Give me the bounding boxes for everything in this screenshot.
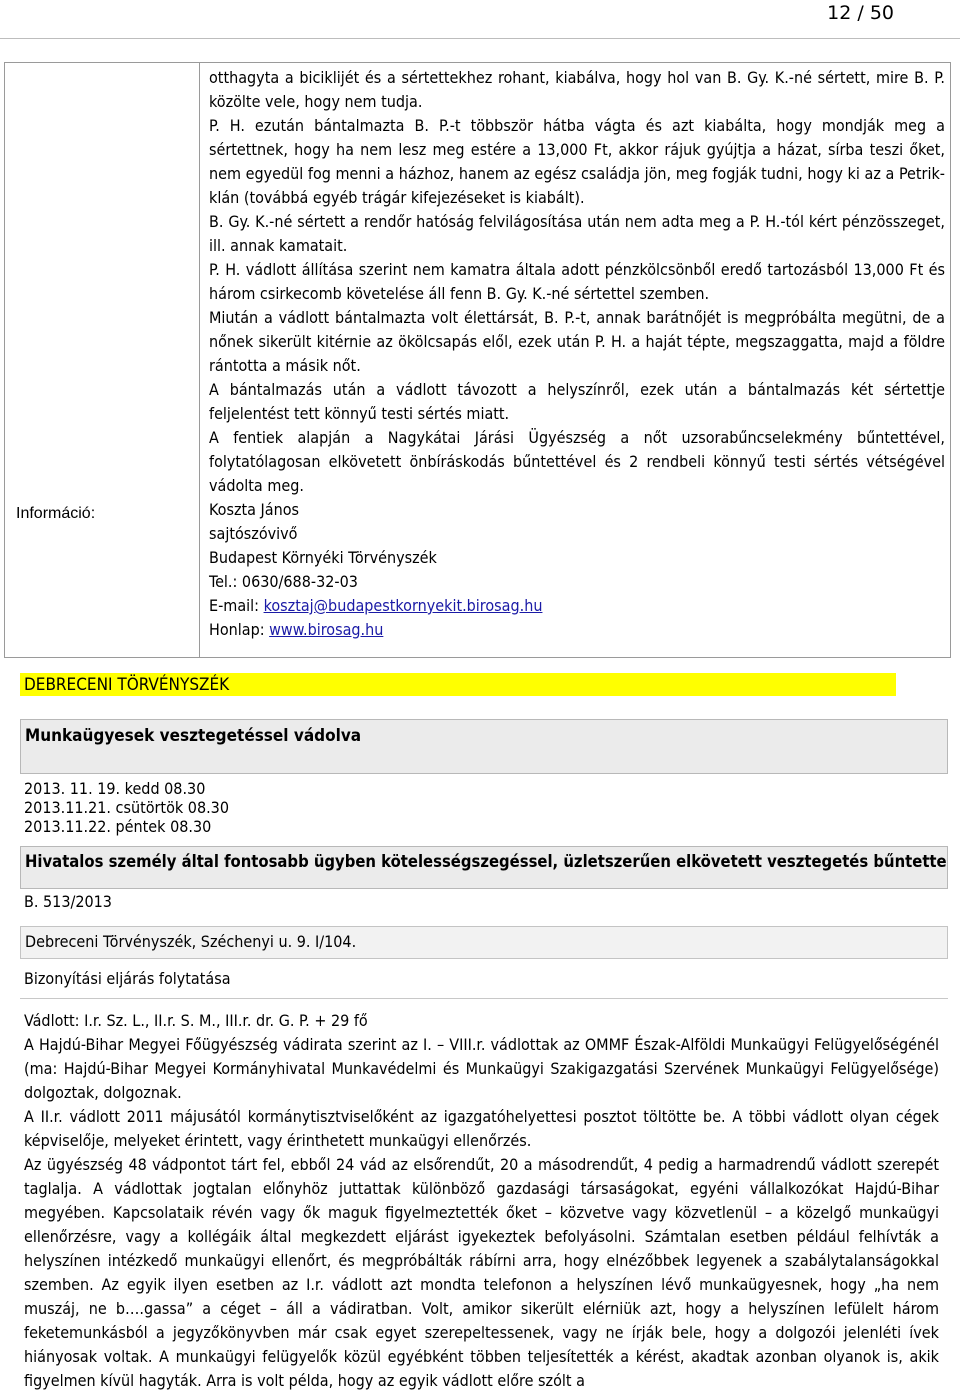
case-body xyxy=(24,1009,939,1393)
email-link[interactable]: kosztaj@budapestkornyekit.birosag.hu xyxy=(263,596,543,615)
contact-name: Koszta János xyxy=(209,500,300,519)
info-paragraph: P. H. vádlott állítása szerint nem kamatra általa adott pénzkölcsönből eredő tartozásból 13,000 Ft és három csirkecomb követelése áll fenn B. Gy. K.-né sértettel szemben. xyxy=(209,260,945,303)
case-paragraph: A II.r. vádlott 2011 májusától kormánytisztviselőként az igazgatóhelyettesi posztot töltötte be. A többi vádlott olyan cégek képviselője, melyeket érintett, vagy érinthetett munkaügyi ellenőrzés. xyxy=(24,1107,939,1150)
web-label: Honlap: xyxy=(209,620,270,639)
email-label: E-mail: xyxy=(209,596,264,615)
info-label-cell xyxy=(5,63,200,657)
location-text: Debreceni Törvényszék, Széchenyi u. 9. I/104. xyxy=(25,932,357,951)
info-paragraph: Miután a vádlott bántalmazta volt élettársát, B. P.-t, annak barátnőjét is megpróbálta megütni, de a nőnek sikerült kitérnie az ökölcsapás elől, ezek után P. H. a haját tépte, megszaggatta, majd a földre rántotta a másik nőt. xyxy=(209,308,945,375)
location-box xyxy=(20,926,948,959)
court-banner xyxy=(20,673,896,696)
contact-tel: Tel.: 0630/688-32-03 xyxy=(209,572,358,591)
info-label: Információ: xyxy=(16,505,96,522)
hearing-date: 2013. 11. 19. kedd 08.30 xyxy=(24,779,206,798)
info-paragraph: B. Gy. K.-né sértett a rendőr hatóság felvilágosítása után nem adta meg a P. H.-tól kért pénzösszeget, ill. annak kamatait. xyxy=(209,212,945,255)
page-number: 12 / 50 xyxy=(827,2,894,24)
charge-text: Hivatalos személy által fontosabb ügyben kötelességszegéssel, üzletszerűen elkövetett vesztegetés bűntette xyxy=(25,852,947,871)
case-number: B. 513/2013 xyxy=(24,892,112,911)
info-body xyxy=(209,66,945,642)
case-title: Munkaügyesek vesztegetéssel vádolva xyxy=(25,726,362,746)
procedure-stage: Bizonyítási eljárás folytatása xyxy=(24,969,231,988)
info-table xyxy=(4,62,951,658)
contact-email-line xyxy=(209,594,945,618)
case-paragraph: Vádlott: I.r. Sz. L., II.r. S. M., III.r. dr. G. P. + 29 fő xyxy=(24,1011,368,1030)
contact-web-line xyxy=(209,618,945,642)
charge-box xyxy=(20,846,948,889)
hearing-dates xyxy=(24,779,229,836)
hearing-date: 2013.11.22. péntek 08.30 xyxy=(24,817,212,836)
case-paragraph: A Hajdú-Bihar Megyei Főügyészség vádirata szerint az I. – VIII.r. vádlottak az OMMF Észak-Alföldi Munkaügyi Felügyelőségénél (ma: Hajdú-Bihar Megyei Kormányhivatal Munkavédelmi és Munkaügyi Szakigazgatási Szervének Munkaügyi Felügyelősége) dolgoztak, dolgoznak. xyxy=(24,1035,939,1102)
contact-org: Budapest Környéki Törvényszék xyxy=(209,548,437,567)
contact-role: sajtószóvivő xyxy=(209,524,298,543)
info-paragraph: A fentiek alapján a Nagykátai Járási Ügyészség a nőt uzsorabűncselekmény bűntettével, folytatólagosan elkövetett önbíráskodás bűntettével és 2 rendbeli könnyű testi sértés vétségével vádolta meg. xyxy=(209,428,945,495)
info-paragraph: otthagyta a biciklijét és a sértettekhez rohant, kiabálva, hogy hol van B. Gy. K.-né sértett, mire B. P. közölte vele, hogy nem tudja. xyxy=(209,68,945,111)
case-paragraph: Az ügyészség 48 vádpontot tárt fel, ebből 24 vád az elsőrendűt, 20 a másodrendűt, 4 pedig a harmadrendű vádlott szerepét taglalja. A vádlottak jogtalan előnyhöz juttattak különböző gazdasági társaságokat, egyéni vállalkozókat Hajdú-Bihar megyében. Kapcsolataik révén vagy ők maguk figyelmeztették őket – közvetve vagy közvetlenül – a közelgő munkaügyi ellenőrzésre, vagy a kollégáik által megkezdett eljárást igyekeztek befolyásolni. Számtalan esetben például felhívták a helyszínen intézkedő munkaügyi ellenőrt, és megpróbálták rábírni arra, hogy elnézőbbek legyenek a szabálytalanságokkal szemben. Az egyik ilyen esetben az I.r. vádlott azt mondta telefonon a helyszínen lévő munkaügyesnek, hogy „ha nem muszáj, ne b….gassa” a céget – áll a vádiratban. Volt, amikor sikerült elérniük azt, hogy a helyszínen lefülelt három feketemunkásból a jegyzőkönyvben már csak egyet szerepeltessenek, vagy ne írják bele, hogy a dolgozói jelenléti ívek hiányosak voltak. A munkaügyi felügyelők közül egyébként többen teljesítették a kérést, akadtak azonban olyanok is, akik figyelmen kívül hagyták. Arra is volt példa, hogy az egyik vádlott előre szólt a xyxy=(24,1155,939,1390)
court-name: DEBRECENI TÖRVÉNYSZÉK xyxy=(24,675,230,695)
case-title-box xyxy=(20,719,948,774)
info-paragraph: P. H. ezután bántalmazta B. P.-t többször hátba vágta és azt kiabálta, hogy mondják meg a sértettnek, hogy ha nem lesz meg estére a 13,000 Ft, akkor rájuk gyújtja a házat, sírba teszi őket, nem egyedül fog menni a házhoz, hanem az egész családja jön, meg fogják tudni, hogy ki az a Petrik-klán (továbbá egyéb trágár kifejezéseket is kiabált). xyxy=(209,116,945,207)
hearing-date: 2013.11.21. csütörtök 08.30 xyxy=(24,798,229,817)
divider xyxy=(20,998,948,999)
info-paragraph: A bántalmazás után a vádlott távozott a helyszínről, ezek után a bántalmazás két sértettje feljelentést tett könnyű testi sértés miatt. xyxy=(209,380,945,423)
header-rule xyxy=(0,38,960,39)
web-link[interactable]: www.birosag.hu xyxy=(269,620,384,639)
